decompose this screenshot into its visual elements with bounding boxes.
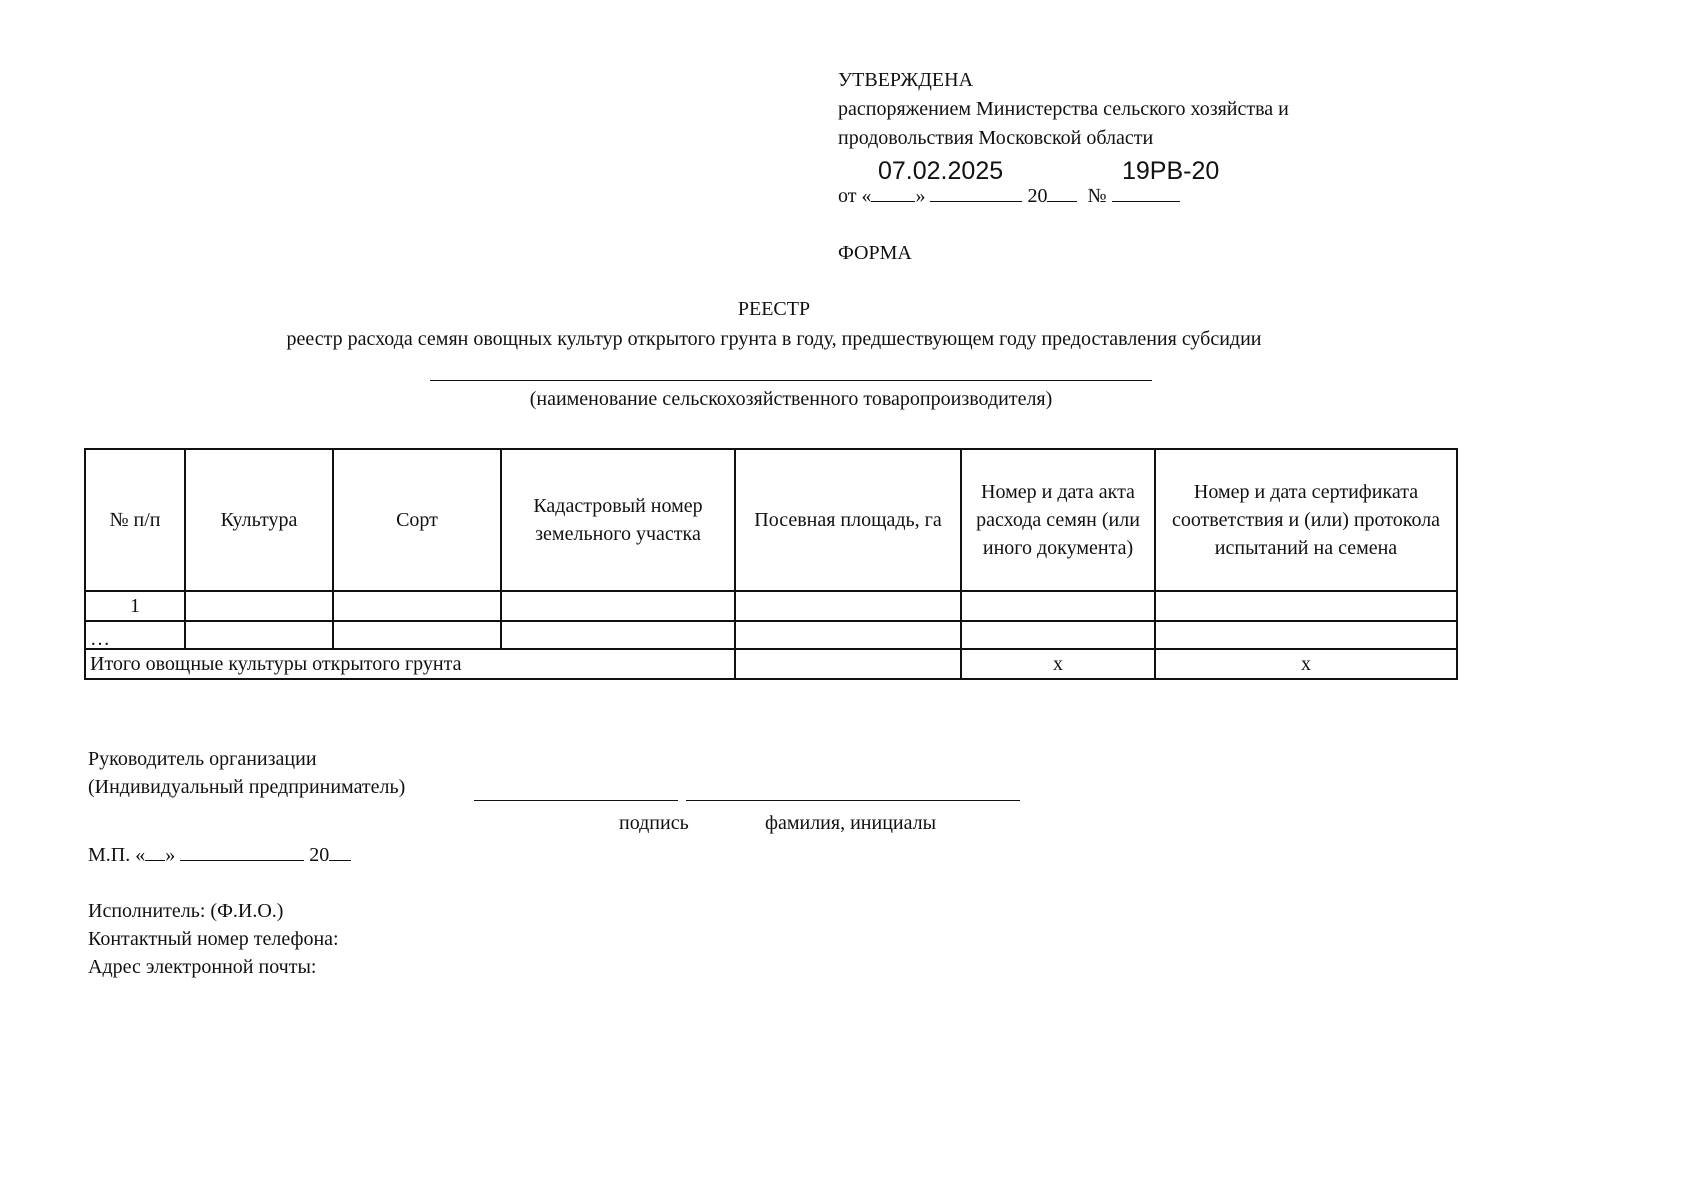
name-line — [686, 800, 1020, 801]
table-header-row — [85, 449, 1457, 591]
day-blank — [871, 183, 915, 202]
cell — [501, 621, 735, 649]
header-act: Номер и дата акта расхода семян (или иного документа) — [961, 449, 1155, 591]
producer-name-line — [430, 380, 1152, 381]
table-row — [85, 621, 1457, 649]
table-total-row — [85, 649, 1457, 679]
year-blank — [1047, 183, 1077, 202]
cell — [185, 591, 333, 621]
total-label: Итого овощные культуры открытого грунта — [85, 649, 735, 679]
header-certificate: Номер и дата сертификата соответствия и (или) протокола испытаний на семена — [1155, 449, 1457, 591]
mp-year: 20 — [309, 844, 330, 866]
approval-date-handwritten: 07.02.2025 — [878, 157, 1004, 185]
header-num: № п/п — [85, 449, 185, 591]
name-caption: фамилия, инициалы — [765, 812, 937, 834]
row-ellipsis-cell: … — [85, 621, 185, 649]
cell — [735, 621, 961, 649]
header-variety: Сорт — [333, 449, 501, 591]
header-culture: Культура — [185, 449, 333, 591]
registry-subtitle: реестр расхода семян овощных культур открытого грунта в году, предшествующем году предоставления субсидии — [286, 328, 1262, 350]
header-area: Посевная площадь, га — [735, 449, 961, 591]
cell — [735, 591, 961, 621]
header-cadastral: Кадастровый номер земельного участка — [501, 449, 735, 591]
cell — [1155, 621, 1457, 649]
seal-date-line — [88, 842, 351, 867]
number-sign: № — [1087, 185, 1107, 207]
signature-caption: подпись — [619, 812, 689, 834]
from-prefix: от « — [838, 185, 872, 207]
form-label: ФОРМА — [838, 242, 912, 264]
signature-head-2: (Индивидуальный предприниматель) — [88, 776, 406, 798]
total-cert-cell: x — [1155, 649, 1457, 679]
total-act-cell: x — [961, 649, 1155, 679]
approval-block — [838, 66, 1289, 153]
from-quote-close: » — [915, 185, 926, 207]
year-prefix: 20 — [1027, 185, 1048, 207]
mp-year-blank — [329, 842, 351, 861]
executor-email: Адрес электронной почты: — [88, 956, 317, 978]
total-area-cell — [735, 649, 961, 679]
cell — [1155, 591, 1457, 621]
number-blank — [1112, 183, 1180, 202]
mp-day-blank — [145, 842, 165, 861]
executor-name: Исполнитель: (Ф.И.О.) — [88, 900, 284, 922]
signature-head-1: Руководитель организации — [88, 748, 317, 770]
mp-quote-close: » — [165, 844, 176, 866]
producer-name-caption: (наименование сельскохозяйственного товаропроизводителя) — [529, 388, 1053, 410]
cell — [185, 621, 333, 649]
cell — [501, 591, 735, 621]
approval-title: УТВЕРЖДЕНА — [838, 69, 974, 91]
cell — [961, 621, 1155, 649]
registry-title: РЕЕСТР — [737, 298, 811, 320]
approval-number-handwritten: 19РВ-20 — [1122, 157, 1220, 185]
row-num-cell: 1 — [85, 591, 185, 621]
mp-prefix: М.П. « — [88, 844, 146, 866]
approval-line-1: распоряжением Министерства сельского хозяйства и — [838, 98, 1289, 120]
executor-phone: Контактный номер телефона: — [88, 928, 339, 950]
registry-table — [84, 448, 1458, 680]
cell — [961, 591, 1155, 621]
cell — [333, 621, 501, 649]
cell — [333, 591, 501, 621]
approval-line-2: продовольствия Московской области — [838, 127, 1154, 149]
signature-line — [474, 800, 678, 801]
table-row — [85, 591, 1457, 621]
approval-date-line — [838, 183, 1180, 208]
month-blank — [930, 183, 1022, 202]
mp-month-blank — [180, 842, 304, 861]
